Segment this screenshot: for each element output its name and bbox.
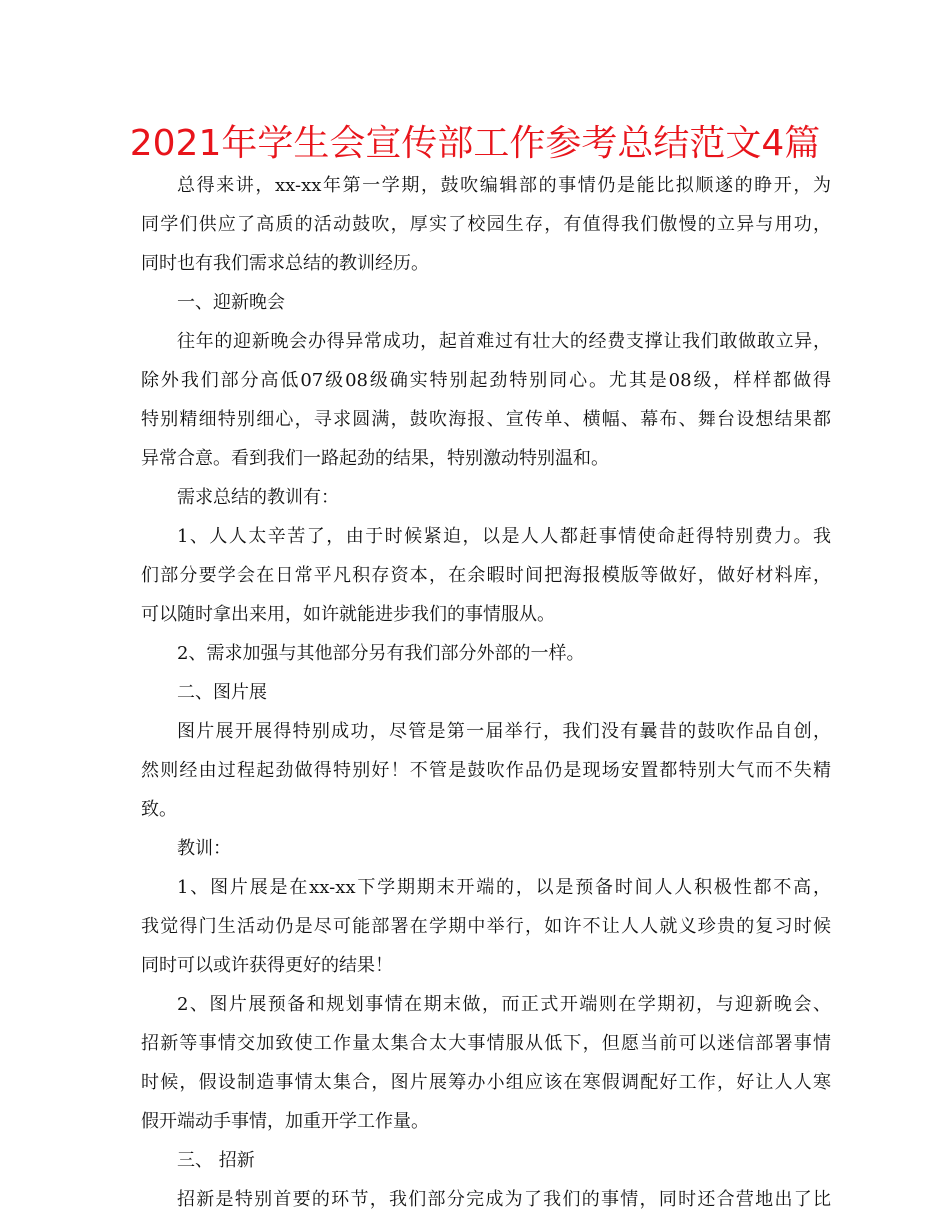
text-line: 二、图片展 — [177, 682, 267, 703]
text-line: 同时也有我们需求总结的教训经历。 — [141, 253, 429, 274]
text-line: 们部分要学会在日常平凡积存资本，在余暇时间把海报模版等做好，做好材料库， — [141, 565, 831, 586]
text-line: 时候，假设制造事情太集合，图片展筹办小组应该在寒假调配好工作，好让人人寒 — [141, 1072, 831, 1093]
text-line: 同学们供应了高质的活动鼓吹，厚实了校园生存，有值得我们傲慢的立异与用功， — [141, 214, 831, 235]
text-line: 特别精细特别细心，寻求圆满，鼓吹海报、宣传单、横幅、幕布、舞台设想结果都 — [141, 409, 831, 430]
text-line: 往年的迎新晚会办得异常成功，起首难过有壮大的经费支撑让我们敢做敢立异， — [177, 331, 831, 352]
text-line: 同时可以或许获得更好的结果！ — [141, 955, 393, 976]
text-line: 总得来讲，xx-xx年第一学期，鼓吹编辑部的事情仍是能比拟顺遂的睁开，为 — [177, 175, 831, 196]
text-line: 2、图片展预备和规划事情在期末做，而正式开端则在学期初，与迎新晚会、 — [177, 994, 831, 1015]
text-line: 1、图片展是在xx-xx下学期期末开端的，以是预备时间人人积极性都不高， — [177, 877, 831, 898]
text-line: 然则经由过程起劲做得特别好！不管是鼓吹作品仍是现场安置都特别大气而不失精 — [141, 760, 831, 781]
text-line: 假开端动手事情，加重开学工作量。 — [141, 1111, 429, 1132]
text-line: 致。 — [141, 799, 177, 820]
text-line: 2、需求加强与其他部分另有我们部分外部的一样。 — [177, 643, 585, 664]
text-line: 除外我们部分高低07级08级确实特别起劲特别同心。尤其是08级，样样都做得 — [141, 370, 831, 391]
text-line: 可以随时拿出来用，如许就能进步我们的事情服从。 — [141, 604, 555, 625]
text-line: 1、人人太辛苦了，由于时候紧迫，以是人人都赶事情使命赶得特别费力。我 — [177, 526, 831, 547]
text-line: 图片展开展得特别成功，尽管是第一届举行，我们没有曩昔的鼓吹作品自创， — [177, 721, 831, 742]
document-body — [141, 166, 831, 1219]
text-line: 教训： — [177, 838, 231, 859]
text-line: 异常合意。看到我们一路起劲的结果，特别激动特别温和。 — [141, 448, 609, 469]
document-title: 2021年学生会宣传部工作参考总结范文4篇 — [129, 123, 821, 164]
text-line: 需求总结的教训有： — [177, 487, 339, 508]
text-line: 一、迎新晚会 — [177, 292, 285, 313]
text-line: 招新等事情交加致使工作量太集合太大事情服从低下，但愿当前可以迷信部署事情 — [141, 1033, 831, 1054]
text-line: 我觉得门生活动仍是尽可能部署在学期中举行，如许不让人人就义珍贵的复习时候 — [141, 916, 831, 937]
text-line: 招新是特别首要的环节，我们部分完成为了我们的事情，同时还合营地出了比 — [177, 1189, 831, 1210]
text-line: 三、 招新 — [177, 1150, 255, 1171]
